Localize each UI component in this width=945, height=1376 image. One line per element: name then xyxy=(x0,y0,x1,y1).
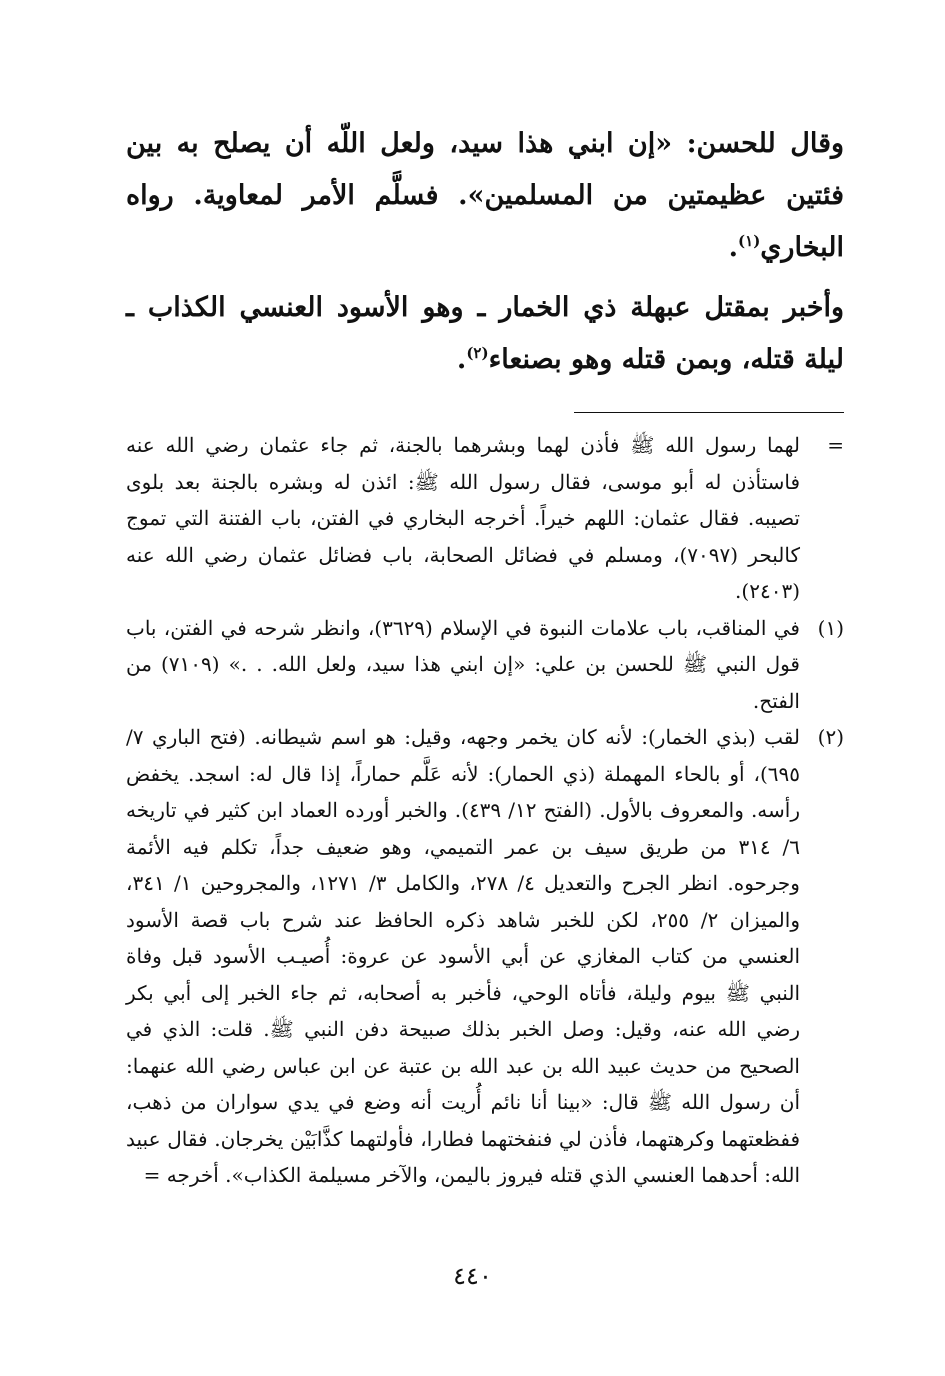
footnote-ref-1[interactable]: (١) xyxy=(738,232,761,250)
page-number: ٤٤٠ xyxy=(453,1262,492,1290)
footnote-continuation xyxy=(126,427,844,610)
footnote-separator xyxy=(574,412,844,413)
footnote-continuation-text: لهما رسول الله ﷺ فأذن لهما وبشرهما بالجنة، ثم جاء عثمان رضي الله عنه فاستأذن له أبو موسى، فقال رسول الله ﷺ: ائذن له وبشره بالجنة بعد بلوى تصيبه. فقال عثمان: اللهم خيراً. أخرجه البخاري في الفتن، باب الفتنة التي تموج كالبحر (٧٠٩٧)، ومسلم في فضائل الصحابة، باب فضائل عثمان رضي الله عنه (٢٤٠٣). xyxy=(126,433,801,603)
footnote-2 xyxy=(126,719,844,1194)
footnote-2-marker: (٢) xyxy=(817,725,844,749)
main-paragraph-1-text: «إن ابني هذا سيد، ولعل اللّه أن يصلح به بين فئتين عظيمتين من المسلمين». فسلَّم الأمر لمعاوية. رواه البخاري xyxy=(126,128,844,263)
main-paragraph-2-end: . xyxy=(456,344,467,375)
footnote-1-marker: (١) xyxy=(817,615,844,640)
speaker-label: وقال للحسن: xyxy=(686,128,845,159)
footnote-continuation-marker: = xyxy=(827,433,844,457)
main-paragraph-2 xyxy=(126,282,844,386)
footnote-rule-wrap xyxy=(126,394,844,427)
footnote-1-text: في المناقب، باب علامات النبوة في الإسلام (٣٦٢٩)، وانظر شرحه في الفتن، باب قول النبي ﷺ للحسن بن علي: «إن ابني هذا سيد، ولعل الله. . .» (٧١٠٩) من الفتح. xyxy=(126,615,800,713)
main-paragraph-2-text: وأخبر بمقتل عبهلة ذي الخمار ـ وهو الأسود العنسي الكذاب ـ ليلة قتله، وبمن قتله وهو بصنعاء xyxy=(126,292,844,375)
main-paragraph-1 xyxy=(126,118,844,274)
footnote-1 xyxy=(126,610,844,720)
footnote-2-text: لقب (بذي الخمار): لأنه كان يخمر وجهه، وقيل: هو اسم شيطانه. (فتح الباري ٧/ ٦٩٥)، أو بالحاء المهملة (ذي الحمار): لأنه عَلَّم حماراً، إذا قال له: اسجد. يخفض رأسه. والمعروف بالأول. (الفتح ١٢/ ٤٣٩). والخبر أورده العماد ابن كثير في تاريخه ٦/ ٣١٤ من طريق سيف بن عمر التميمي، وهو ضعيف جداً، تكلم فيه الأئمة وجرحوه. انظر الجرح والتعديل ٤/ ٢٧٨، والكامل ٣/ ١٢٧١، والمجروحين ١/ ٣٤١، والميزان ٢/ ٢٥٥، لكن للخبر شاهد ذكره الحافظ عند شرح باب قصة الأسود العنسي من كتاب المغازي عن أبي الأسود عن عروة: أُصيـب الأسود قبل وفاة النبي ﷺ بيوم وليلة، فأتاه الوحي، فأخبر به أصحابه، ثم جاء الخبر إلى أبي بكر رضي الله عنه، وقيل: وصل الخبر بذلك صبيحة دفن النبي ﷺ. قلت: الذي في الصحيح من حديث عبيد الله بن عبد الله بن عتبة عن ابن عباس رضي الله عنهما: أن رسول الله ﷺ قال: «بينا أنا نائم أُريت أنه وضع في يدي سواران من ذهب، ففظعتهما وكرهتهما، فأذن لي فنفختهما فطارا، فأولتهما كذَّابَيْن يخرجان. فقال عبيد الله: أحدهما العنسي الذي قتله فيروز باليمن، والآخر مسيلمة الكذاب». أخرجه = xyxy=(126,725,800,1187)
footnote-ref-2[interactable]: (٢) xyxy=(466,344,489,362)
page-body xyxy=(126,118,844,1194)
footnotes-section xyxy=(126,427,844,1194)
main-paragraph-1-end: . xyxy=(728,232,739,263)
